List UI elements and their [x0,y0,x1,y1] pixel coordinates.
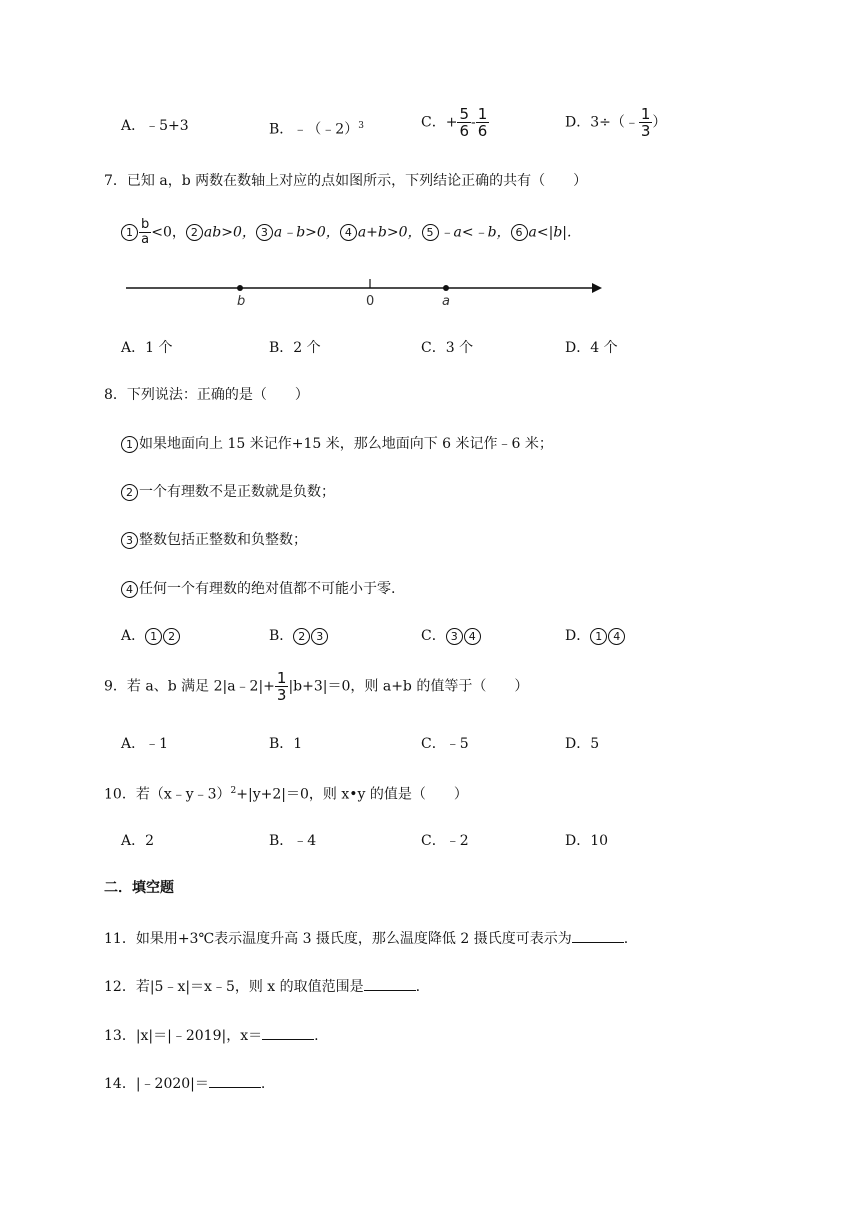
q7-fraction [139,218,151,247]
answer-blank[interactable] [572,928,624,943]
circled-number: 4 [121,581,138,598]
q7-option-b: B．2 个 [269,340,321,356]
q10-stem-prefix: 10．若（x﹣y﹣3） [104,786,231,803]
fraction-numerator: b [141,217,150,232]
period: . [415,979,421,995]
q9-stem [104,670,528,703]
fraction-denominator: 6 [477,122,488,140]
section-heading: 二．填空题 [104,880,174,896]
q9-option-b: B．1 [269,736,303,752]
circled-number: 1 [121,224,138,241]
q6-option-d [565,106,666,139]
q8-item-3 [121,530,307,550]
q11-text: 11．如果用+3℃表示温度升高 3 摄氏度，那么温度降低 2 摄氏度可表示为 [104,931,572,947]
number-line [120,274,610,310]
option-letter: D． [565,628,591,644]
fraction-denominator: 3 [640,122,651,140]
q9-stem-prefix: 9．若 a、b 满足 2|a﹣2|+ [104,678,275,695]
option-letter: C． [421,628,446,644]
fraction-numerator: 1 [276,669,287,687]
option-letter: A． [121,628,146,644]
q8-item-1 [121,434,553,454]
q8-option-d [565,626,626,646]
q9-option-c: C．﹣5 [421,736,469,752]
q8-item-text: 一个有理数不是正数就是负数； [139,484,335,500]
q8-item-text: 任何一个有理数的绝对值都不可能小于零. [139,581,396,597]
q10-option-a: A．2 [121,833,155,849]
q13 [104,1025,319,1046]
q7-stem: 7．已知 a，b 两数在数轴上对应的点如图所示，下列结论正确的共有（ ） [104,173,588,189]
q13-text: 13．|x|＝|﹣2019|，x＝ [104,1028,263,1044]
fraction-numerator: 1 [477,105,488,123]
circled-number: 1 [590,628,607,645]
q6-option-d-prefix: D．3÷（﹣ [565,114,639,131]
fraction-denominator: 6 [459,122,469,140]
q6-option-a: A．﹣5+3 [121,118,189,134]
q11 [104,928,628,949]
q10-option-d: D．10 [565,833,609,849]
fraction-numerator: 5 [459,105,469,123]
circled-number: 3 [311,628,328,645]
q12 [104,976,420,997]
q6-option-d-suffix: ） [652,114,667,131]
q9-fraction [275,670,289,703]
circled-number: 3 [121,532,138,549]
fraction-denominator: a [141,232,150,247]
answer-blank[interactable] [364,976,416,991]
circled-number: 3 [446,628,463,645]
fraction-denominator: 3 [276,686,287,704]
q9-option-d: D．5 [565,736,600,752]
circled-number: 4 [608,628,625,645]
q7-statement-5: ﹣a<﹣b， [439,224,511,241]
q7-statement-6: a<|b|. [528,224,572,241]
q8-item-text: 如果地面向上 15 米记作+15 米，那么地面向下 6 米记作﹣6 米； [139,436,553,452]
q10-option-b: B．﹣4 [269,833,317,849]
q6-option-c-fraction-1 [457,106,471,139]
q10-option-c: C．﹣2 [421,833,469,849]
q12-text: 12．若|5﹣x|＝x﹣5，则 x 的取值范围是 [104,979,364,995]
q10-stem [104,781,468,805]
q8-item-2 [121,482,335,502]
q14-text: 14．|﹣2020|＝ [104,1076,209,1092]
period: . [623,931,629,947]
q8-item-text: 整数包括正整数和负整数； [139,532,307,548]
q6-option-c-prefix: C．+ [421,114,458,131]
answer-blank[interactable] [262,1025,314,1040]
label-b: b [237,294,246,309]
circled-number: 1 [121,436,138,453]
q7-option-a: A．1 个 [121,340,173,356]
circled-number: 6 [511,224,528,241]
fraction-numerator: 1 [640,105,651,123]
q7-statements [121,218,571,247]
circled-number: 4 [464,628,481,645]
q9-option-a: A．﹣1 [121,736,169,752]
circled-number: 2 [186,224,203,241]
q6-option-d-fraction [639,106,653,139]
q7-statement-3: a﹣b>0， [273,224,340,241]
q8-option-a [121,626,181,646]
q6-option-b [269,116,364,140]
q7-statement-4: a+b>0， [357,224,422,241]
q10-stem-suffix: +|y+2|＝0，则 x•y 的值是（ ） [236,786,468,803]
point-a [443,285,449,291]
point-b [237,285,243,291]
period: . [314,1028,319,1044]
circled-number: 3 [256,224,273,241]
q8-item-4 [121,579,395,599]
answer-blank[interactable] [209,1073,261,1088]
label-zero: 0 [366,294,375,309]
option-letter: B． [269,628,294,644]
q8-option-b [269,626,329,646]
q6-option-c-minus: - [471,114,476,131]
q7-option-c: C．3 个 [421,340,474,356]
q7-statement-1: <0， [151,224,186,241]
period: . [260,1076,266,1092]
number-line-arrow-icon [592,283,602,293]
q7-statement-2: ab>0， [203,224,256,241]
q6-option-c [421,106,489,139]
q10-exponent: 2 [230,786,237,796]
circled-number: 2 [293,628,310,645]
circled-number: 2 [121,484,138,501]
q8-option-c [421,626,482,646]
q6-option-b-exponent: 3 [358,121,364,131]
q6-option-c-fraction-2 [476,106,490,139]
circled-number: 5 [422,224,439,241]
q9-stem-suffix: |b+3|＝0，则 a+b 的值等于（ ） [288,678,529,695]
q7-option-d: D．4 个 [565,340,618,356]
circled-number: 4 [340,224,357,241]
q6-option-b-text: B．﹣（﹣2） [269,121,359,138]
circled-number: 2 [163,628,180,645]
q14 [104,1073,265,1094]
circled-number: 1 [145,628,162,645]
label-a: a [442,294,450,309]
q8-stem: 8．下列说法：正确的是（ ） [104,387,309,403]
